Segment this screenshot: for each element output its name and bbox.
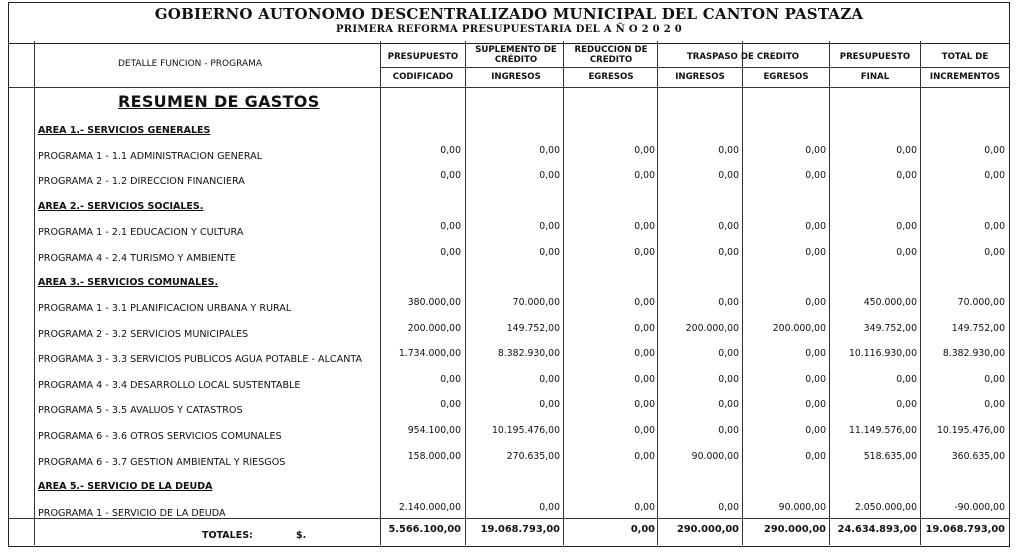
amount-cell: 0,00 (634, 451, 655, 462)
header-traspaso: TRASPASO DE CREDITO (686, 52, 800, 62)
amount-cell: 0,00 (539, 170, 560, 181)
amount-cell: 8.382.930,00 (497, 348, 560, 359)
amount-cell: 0,00 (539, 374, 560, 385)
column-divider (380, 41, 381, 545)
amount-cell: 0,00 (805, 425, 826, 436)
amount-cell: 0,00 (634, 425, 655, 436)
amount-cell: 200.000,00 (685, 323, 739, 334)
amount-cell: 90.000,00 (778, 502, 826, 513)
amount-cell: 0,00 (634, 221, 655, 232)
amount-cell: 0,00 (539, 247, 560, 258)
amount-cell: 0,00 (634, 348, 655, 359)
column-divider (920, 41, 921, 545)
area-heading: AREA 5.- SERVICIO DE LA DEUDA (38, 481, 213, 492)
amount-cell: 0,00 (634, 247, 655, 258)
program-label: PROGRAMA 5 - 3.5 AVALUOS Y CATASTROS (38, 405, 243, 416)
amount-cell: 518.635,00 (863, 451, 917, 462)
amount-cell: 0,00 (634, 502, 655, 513)
header-total-de: TOTAL DE (941, 52, 989, 62)
amount-cell: 0,00 (440, 145, 461, 156)
amount-cell: 0,00 (805, 145, 826, 156)
amount-cell: 0,00 (984, 145, 1005, 156)
header-incrementos: INCREMENTOS (929, 72, 1001, 82)
amount-cell: 0,00 (896, 247, 917, 258)
amount-cell: 450.000,00 (863, 297, 917, 308)
amount-cell: 0,00 (984, 247, 1005, 258)
amount-cell: 70.000,00 (957, 297, 1005, 308)
total-cell: 19.068.793,00 (480, 524, 560, 535)
amount-cell: 0,00 (896, 170, 917, 181)
amount-cell: -90.000,00 (954, 502, 1005, 513)
header-ingresos-1: INGRESOS (491, 72, 541, 82)
program-label: PROGRAMA 1 - 1.1 ADMINISTRACION GENERAL (38, 151, 263, 162)
amount-cell: 0,00 (440, 247, 461, 258)
amount-cell: 0,00 (718, 348, 739, 359)
amount-cell: 0,00 (805, 348, 826, 359)
amount-cell: 8.382.930,00 (942, 348, 1005, 359)
amount-cell: 0,00 (440, 374, 461, 385)
header-divider (380, 67, 1010, 68)
amount-cell: 0,00 (805, 221, 826, 232)
amount-cell: 0,00 (718, 221, 739, 232)
amount-cell: 0,00 (718, 374, 739, 385)
amount-cell: 0,00 (634, 399, 655, 410)
total-cell: 5.566.100,00 (388, 524, 461, 535)
totals-currency: $. (296, 530, 307, 541)
amount-cell: 270.635,00 (506, 451, 560, 462)
program-label: PROGRAMA 6 - 3.6 OTROS SERVICIOS COMUNALES (38, 431, 282, 442)
amount-cell: 0,00 (896, 145, 917, 156)
amount-cell: 200.000,00 (772, 323, 826, 334)
amount-cell: 200.000,00 (407, 323, 461, 334)
amount-cell: 0,00 (805, 170, 826, 181)
amount-cell: 0,00 (718, 297, 739, 308)
amount-cell: 380.000,00 (407, 297, 461, 308)
amount-cell: 0,00 (539, 502, 560, 513)
document-title: GOBIERNO AUTONOMO DESCENTRALIZADO MUNICIPAL DEL CANTON PASTAZA (154, 5, 864, 23)
header-presupuesto-top: PRESUPUESTO (387, 52, 459, 62)
section-title: RESUMEN DE GASTOS (118, 92, 320, 111)
title-block (9, 3, 1009, 44)
amount-cell: 0,00 (896, 399, 917, 410)
program-label: PROGRAMA 6 - 3.7 GESTION AMBIENTAL Y RIESGOS (38, 457, 286, 468)
amount-cell: 11.149.576,00 (848, 425, 917, 436)
amount-cell: 0,00 (805, 451, 826, 462)
amount-cell: 0,00 (539, 145, 560, 156)
amount-cell: 0,00 (634, 374, 655, 385)
amount-cell: 0,00 (440, 221, 461, 232)
amount-cell: 0,00 (718, 247, 739, 258)
header-codificado: CODIFICADO (392, 72, 454, 82)
header-bottom-line (8, 87, 1010, 88)
amount-cell: 0,00 (805, 297, 826, 308)
total-cell: 0,00 (630, 524, 655, 535)
amount-cell: 0,00 (896, 221, 917, 232)
area-heading: AREA 2.- SERVICIOS SOCIALES. (38, 201, 204, 212)
area-heading: AREA 1.- SERVICIOS GENERALES (38, 125, 211, 136)
area-heading: AREA 3.- SERVICIOS COMUNALES. (38, 277, 219, 288)
document-subtitle: PRIMERA REFORMA PRESUPUESTARIA DEL A Ñ O 2 0 2 0 (335, 24, 682, 35)
amount-cell: 0,00 (984, 221, 1005, 232)
column-divider (829, 41, 830, 545)
amount-cell: 360.635,00 (951, 451, 1005, 462)
amount-cell: 0,00 (984, 399, 1005, 410)
header-egresos-1: EGRESOS (588, 72, 634, 82)
header-suplemento: SUPLEMENTO DE CRÉDITO (475, 45, 557, 65)
amount-cell: 2.140.000,00 (398, 502, 461, 513)
program-label: PROGRAMA 2 - 1.2 DIRECCION FINANCIERA (38, 176, 245, 187)
amount-cell: 0,00 (440, 170, 461, 181)
column-divider (657, 41, 658, 545)
header-final: FINAL (860, 72, 890, 82)
header-presupuesto-final-top: PRESUPUESTO (839, 52, 911, 62)
amount-cell: 349.752,00 (863, 323, 917, 334)
total-cell: 19.068.793,00 (925, 524, 1005, 535)
amount-cell: 0,00 (539, 399, 560, 410)
amount-cell: 70.000,00 (512, 297, 560, 308)
amount-cell: 0,00 (718, 145, 739, 156)
amount-cell: 0,00 (634, 170, 655, 181)
total-cell: 290.000,00 (677, 524, 739, 535)
program-label: PROGRAMA 1 - 3.1 PLANIFICACION URBANA Y RURAL (38, 303, 292, 314)
amount-cell: 158.000,00 (407, 451, 461, 462)
amount-cell: 10.116.930,00 (848, 348, 917, 359)
column-divider (34, 41, 35, 545)
amount-cell: 2.050.000,00 (854, 502, 917, 513)
program-label: PROGRAMA 4 - 3.4 DESARROLLO LOCAL SUSTENTABLE (38, 380, 301, 391)
header-reduccion: REDUCCION DE CREDITO (574, 45, 648, 65)
amount-cell: 0,00 (984, 374, 1005, 385)
amount-cell: 1.734.000,00 (398, 348, 461, 359)
amount-cell: 90.000,00 (691, 451, 739, 462)
amount-cell: 0,00 (718, 399, 739, 410)
amount-cell: 0,00 (634, 323, 655, 334)
amount-cell: 0,00 (984, 170, 1005, 181)
header-detail: DETALLE FUNCION - PROGRAMA (118, 59, 263, 69)
amount-cell: 0,00 (718, 502, 739, 513)
amount-cell: 0,00 (805, 399, 826, 410)
total-cell: 290.000,00 (764, 524, 826, 535)
amount-cell: 0,00 (634, 297, 655, 308)
amount-cell: 0,00 (718, 170, 739, 181)
program-label: PROGRAMA 2 - 3.2 SERVICIOS MUNICIPALES (38, 329, 249, 340)
column-divider (742, 41, 743, 545)
amount-cell: 0,00 (805, 374, 826, 385)
amount-cell: 0,00 (718, 425, 739, 436)
amount-cell: 0,00 (440, 399, 461, 410)
amount-cell: 0,00 (896, 374, 917, 385)
amount-cell: 10.195.476,00 (491, 425, 560, 436)
amount-cell: 149.752,00 (506, 323, 560, 334)
amount-cell: 954.100,00 (407, 425, 461, 436)
program-label: PROGRAMA 4 - 2.4 TURISMO Y AMBIENTE (38, 253, 236, 264)
amount-cell: 149.752,00 (951, 323, 1005, 334)
totals-label: TOTALES: (202, 530, 253, 541)
amount-cell: 0,00 (634, 145, 655, 156)
header-egresos-2: EGRESOS (763, 72, 809, 82)
amount-cell: 0,00 (539, 221, 560, 232)
total-cell: 24.634.893,00 (837, 524, 917, 535)
program-label: PROGRAMA 1 - SERVICIO DE LA DEUDA (38, 508, 226, 519)
amount-cell: 10.195.476,00 (936, 425, 1005, 436)
program-label: PROGRAMA 1 - 2.1 EDUCACION Y CULTURA (38, 227, 244, 238)
column-divider (563, 41, 564, 545)
program-label: PROGRAMA 3 - 3.3 SERVICIOS PUBLICOS AGUA POTABLE - ALCANTA (38, 354, 363, 365)
header-ingresos-2: INGRESOS (675, 72, 725, 82)
column-divider (465, 41, 466, 545)
amount-cell: 0,00 (805, 247, 826, 258)
